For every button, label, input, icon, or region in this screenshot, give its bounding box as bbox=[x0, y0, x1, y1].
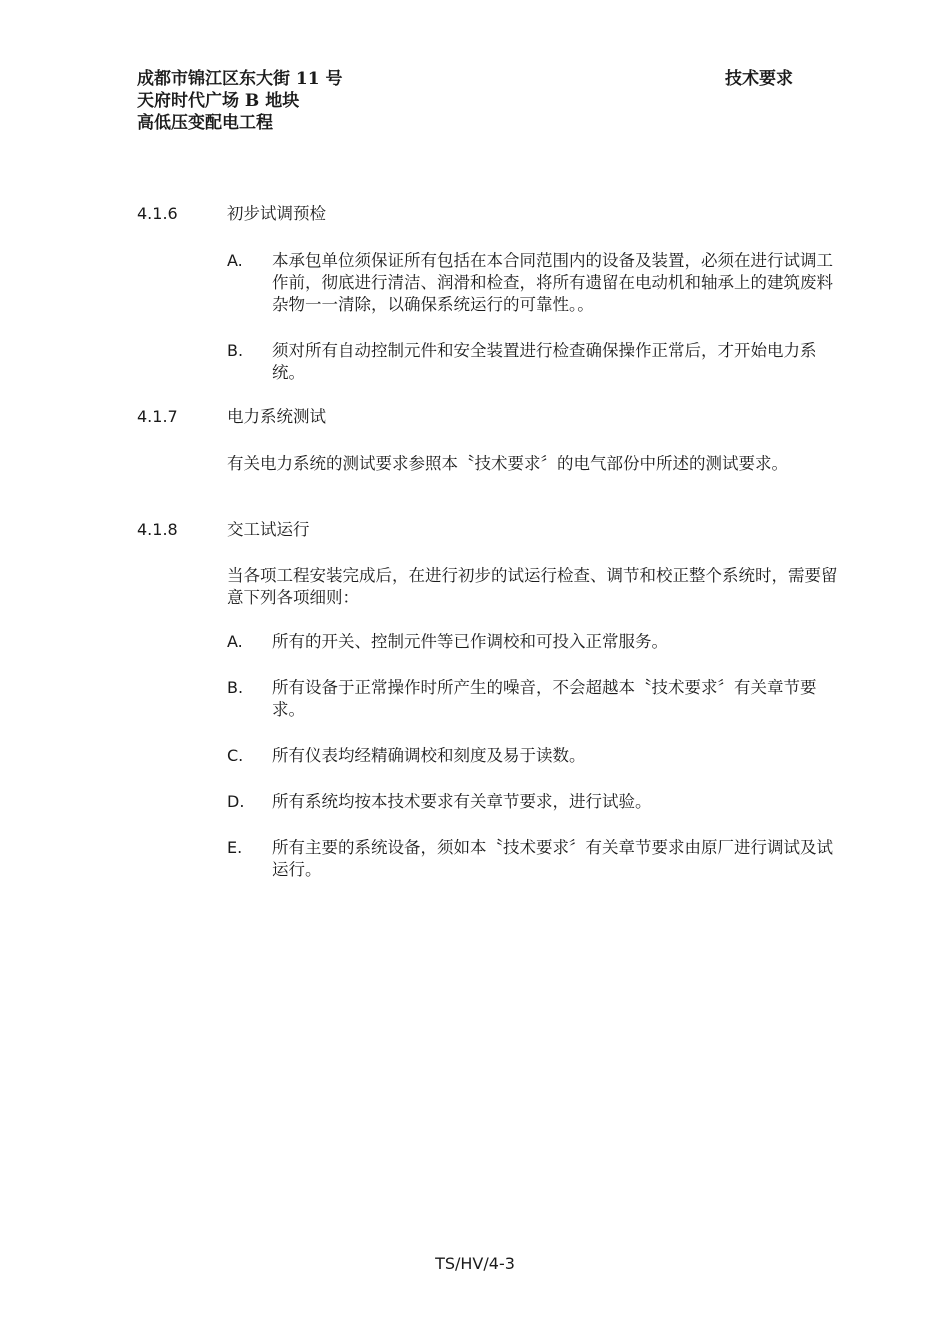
item-text: 所有系统均按本技术要求有关章节要求，进行试验。 bbox=[272, 792, 652, 811]
header-address: 成都市锦江区东大街 11 号 bbox=[137, 69, 343, 89]
header-project: 高低压变配电工程 bbox=[137, 113, 273, 133]
header-site: 天府时代广场 B 地块 bbox=[137, 91, 300, 111]
item-text: 本承包单位须保证所有包括在本合同范围内的设备及装置，必须在进行试调工作前，彻底进行清洁、润滑和检查，将所有遗留在电动机和轴承上的建筑废料杂物一一清除，以确保系统运行的可靠性。。 bbox=[272, 251, 833, 314]
section-number-4-1-6: 4.1.6 bbox=[137, 204, 178, 223]
section-title-4-1-8: 交工试运行 bbox=[227, 520, 310, 539]
item-letter: B. bbox=[227, 341, 244, 360]
item-text: 须对所有自动控制元件和安全装置进行检查确保操作正常后，才开始电力系统。 bbox=[272, 341, 817, 382]
item-letter: D. bbox=[227, 792, 245, 811]
item-letter: A. bbox=[227, 632, 243, 651]
section-number-4-1-7: 4.1.7 bbox=[137, 407, 178, 426]
item-text: 所有的开关、控制元件等已作调校和可投入正常服务。 bbox=[272, 632, 668, 651]
item-letter: B. bbox=[227, 678, 244, 697]
item-letter: A. bbox=[227, 251, 243, 270]
section-title-4-1-6: 初步试调预检 bbox=[227, 204, 326, 223]
header-doc-type: 技术要求 bbox=[725, 69, 793, 89]
item-letter: C. bbox=[227, 746, 244, 765]
item-letter: E. bbox=[227, 838, 243, 857]
section-title-4-1-7: 电力系统测试 bbox=[227, 407, 326, 426]
item-text: 所有仪表均经精确调校和刻度及易于读数。 bbox=[272, 746, 586, 765]
section-number-4-1-8: 4.1.8 bbox=[137, 520, 178, 539]
item-text: 所有主要的系统设备，须如本〝技术要求〞有关章节要求由原厂进行调试及试运行。 bbox=[272, 838, 833, 879]
item-text: 所有设备于正常操作时所产生的噪音，不会超越本〝技术要求〞有关章节要求。 bbox=[272, 678, 817, 719]
section-paragraph-4-1-8: 当各项工程安装完成后，在进行初步的试运行检查、调节和校正整个系统时，需要留意下列各项细则： bbox=[227, 566, 838, 607]
section-paragraph-4-1-7: 有关电力系统的测试要求参照本〝技术要求〞的电气部份中所述的测试要求。 bbox=[227, 454, 788, 473]
document-header bbox=[137, 68, 343, 134]
page-footer-code: TS/HV/4-3 bbox=[435, 1254, 515, 1273]
